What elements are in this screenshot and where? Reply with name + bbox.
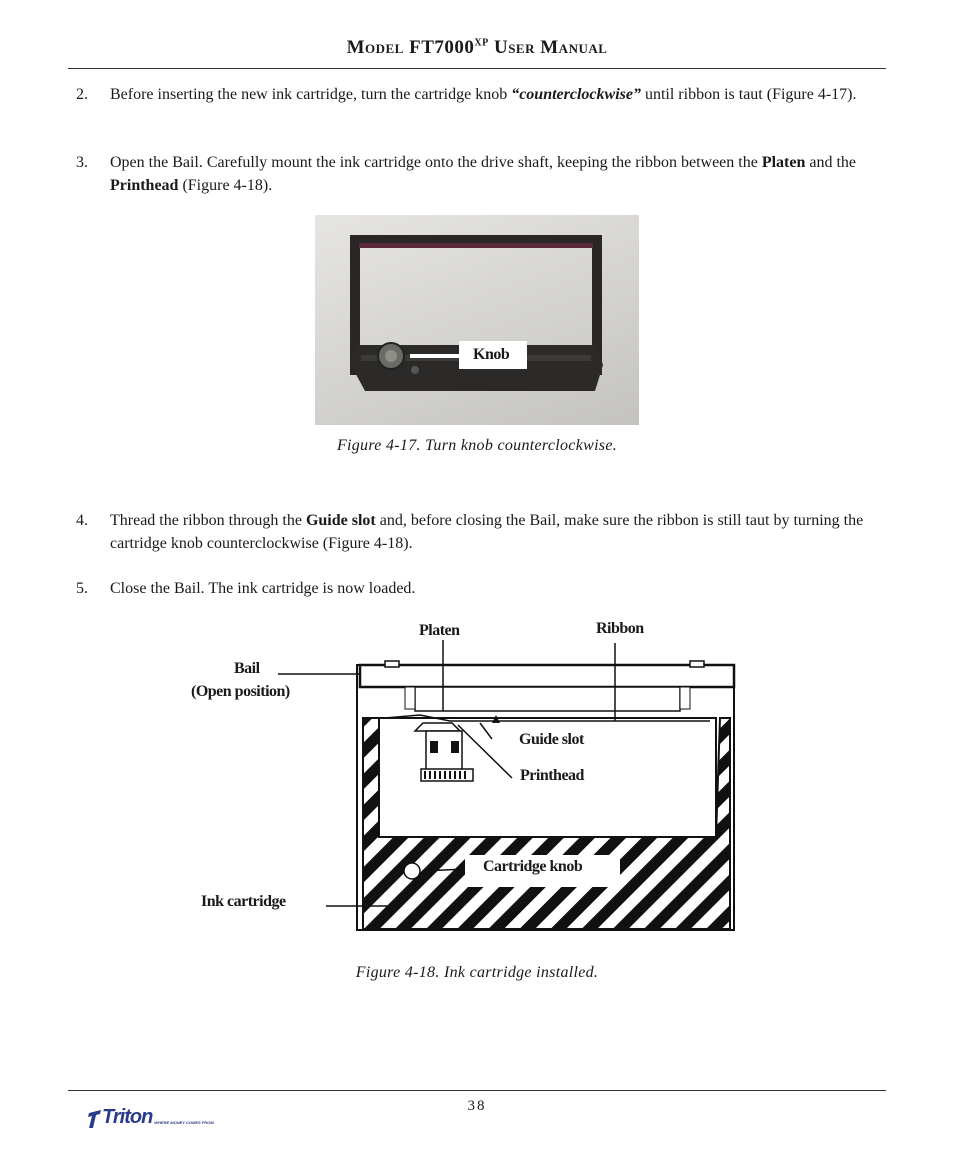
step-text-run: Thread the ribbon through the: [110, 512, 306, 529]
step-number: 3.: [76, 154, 88, 171]
ink-cartridge-label: Ink cartridge: [201, 893, 286, 910]
step-text: [110, 509, 886, 555]
step-5: [76, 577, 886, 600]
step-number: 4.: [76, 512, 88, 529]
cartridge-knob-label: Cartridge knob: [483, 858, 583, 875]
printhead-label: Printhead: [520, 767, 584, 784]
step-text-run: Before inserting the new ink cartridge, turn the cartridge knob: [110, 86, 512, 103]
page-number: 38: [467, 1098, 487, 1114]
triton-logo: [88, 1106, 215, 1129]
figure-4-17-photo: [315, 215, 639, 425]
ribbon-label: Ribbon: [596, 620, 644, 637]
bail-label: Bail: [234, 660, 260, 677]
page-header-title: [0, 37, 954, 59]
header-model-name: FT7000: [409, 37, 475, 58]
logo-text: Triton: [102, 1106, 153, 1128]
figure-4-18-diagram: [180, 615, 740, 940]
step-4: [76, 509, 886, 555]
figure-4-17-caption: Figure 4-17. Turn knob counterclockwise.: [336, 437, 618, 454]
triton-mark-icon: [88, 1109, 102, 1129]
header-manual-words: User Manual: [493, 37, 608, 58]
step-text: [110, 83, 886, 106]
step-text: [110, 577, 886, 600]
header-model-superscript: XP: [474, 37, 489, 49]
guide-slot-label: Guide slot: [519, 731, 584, 748]
footer-rule: [68, 1090, 886, 1091]
logo-tagline: WHERE MONEY COMES FROM.: [154, 1120, 215, 1125]
printer-cartridge-diagram: [180, 615, 740, 940]
emphasis-text: Guide slot: [305, 512, 376, 529]
step-text-run: (Figure 4-18).: [178, 177, 273, 194]
step-text-run: and the: [805, 154, 857, 171]
step-3: [76, 151, 886, 197]
step-text-run: until ribbon is taut (Figure 4-17).: [640, 86, 857, 103]
step-2: [76, 83, 886, 106]
platen-label: Platen: [419, 622, 460, 639]
emphasis-text: Platen: [761, 154, 806, 171]
bail-position-label: (Open position): [191, 683, 290, 700]
emphasis-text: Printhead: [110, 177, 179, 194]
step-text-run: Open the Bail. Carefully mount the ink cartridge onto the drive shaft, keeping the ribbon between the: [110, 154, 762, 171]
step-number: 5.: [76, 580, 88, 597]
ink-cartridge-photo-illustration: [315, 215, 639, 425]
step-text-run: Close the Bail. The ink cartridge is now loaded.: [110, 580, 416, 597]
figure-4-18-caption: Figure 4-18. Ink cartridge installed.: [355, 964, 599, 981]
step-number: 2.: [76, 86, 88, 103]
step-text: [110, 151, 886, 197]
knob-label: Knob: [473, 346, 510, 363]
header-model-word: Model: [346, 37, 404, 58]
step-text-run: and, before closing the Bail, make sure the ribbon is still taut by turning the cartridge knob counterclockwise (Figure 4-18).: [110, 512, 864, 552]
emphasis-text: “counterclockwise”: [511, 86, 641, 103]
header-rule: [68, 68, 886, 69]
